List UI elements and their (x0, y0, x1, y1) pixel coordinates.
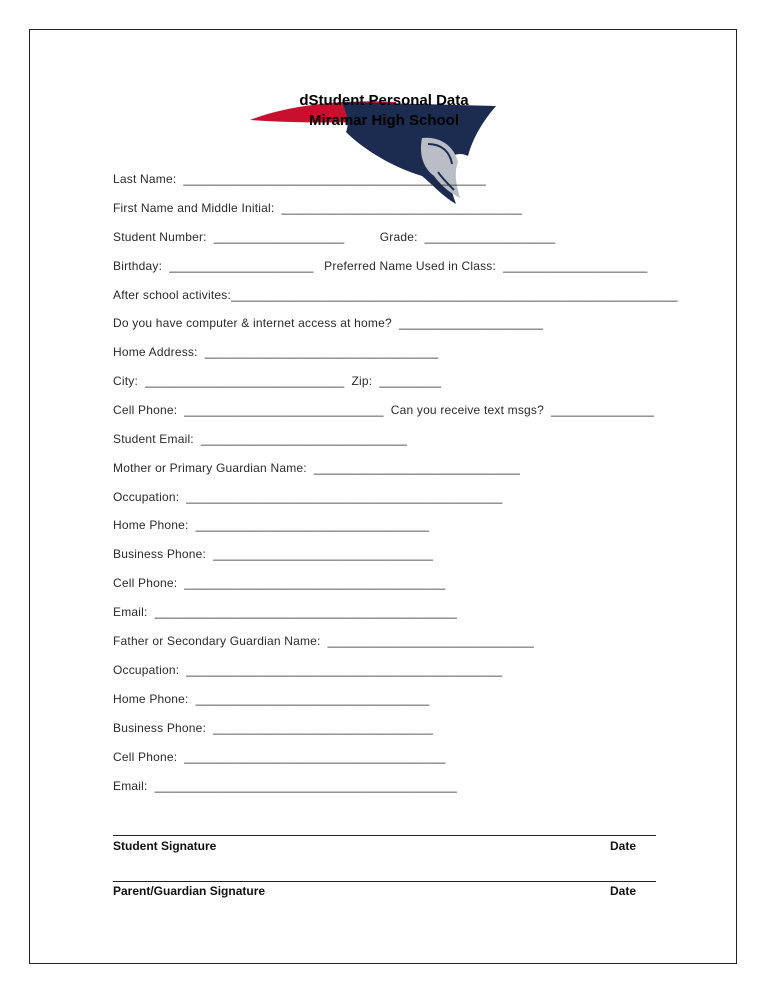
field-first-name[interactable]: First Name and Middle Initial: ___________________________________ (113, 201, 523, 215)
field-after-school[interactable]: After school activites:_________________________________________________________________ (113, 288, 678, 302)
field-student-number-grade[interactable]: Student Number: ___________________ Grade: ___________________ (113, 230, 556, 244)
title-line-2: Miramar High School (308, 112, 460, 129)
field-computer-access[interactable]: Do you have computer & internet access at home? _____________________ (113, 316, 544, 330)
field-mother-cell-phone[interactable]: Cell Phone: ______________________________________ (113, 576, 446, 590)
field-father-occupation[interactable]: Occupation: ______________________________________________ (113, 663, 503, 677)
field-father-home-phone[interactable]: Home Phone: __________________________________ (113, 692, 430, 706)
field-mother-business-phone[interactable]: Business Phone: ________________________________ (113, 547, 434, 561)
field-mother-name[interactable]: Mother or Primary Guardian Name: ______________________________ (113, 461, 521, 475)
student-signature-line[interactable] (113, 835, 656, 836)
field-student-email[interactable]: Student Email: ______________________________ (113, 432, 408, 446)
title-line-1: dStudent Personal Data (299, 92, 469, 109)
field-mother-occupation[interactable]: Occupation: ______________________________________________ (113, 490, 503, 504)
field-last-name[interactable]: Last Name: ____________________________________________ (113, 172, 486, 186)
field-mother-home-phone[interactable]: Home Phone: __________________________________ (113, 518, 430, 532)
field-father-cell-phone[interactable]: Cell Phone: ______________________________________ (113, 750, 446, 764)
student-signature-label: Student Signature (113, 839, 217, 853)
field-birthday-preferred-name[interactable]: Birthday: _____________________ Preferred Name Used in Class: _____________________ (113, 259, 648, 273)
parent-date-label: Date (610, 884, 637, 898)
field-city-zip[interactable]: City: _____________________________ Zip: _________ (113, 374, 442, 388)
field-home-address[interactable]: Home Address: __________________________________ (113, 345, 439, 359)
field-father-name[interactable]: Father or Secondary Guardian Name: ______________________________ (113, 634, 534, 648)
field-father-email[interactable]: Email: ____________________________________________ (113, 779, 458, 793)
patriots-logo-icon (246, 92, 502, 210)
field-student-cell-phone[interactable]: Cell Phone: _____________________________ Can you receive text msgs? _______________ (113, 403, 655, 417)
student-date-label: Date (610, 839, 637, 853)
parent-signature-line[interactable] (113, 881, 656, 882)
field-father-business-phone[interactable]: Business Phone: ________________________________ (113, 721, 434, 735)
parent-signature-label: Parent/Guardian Signature (113, 884, 266, 898)
field-mother-email[interactable]: Email: ____________________________________________ (113, 605, 458, 619)
